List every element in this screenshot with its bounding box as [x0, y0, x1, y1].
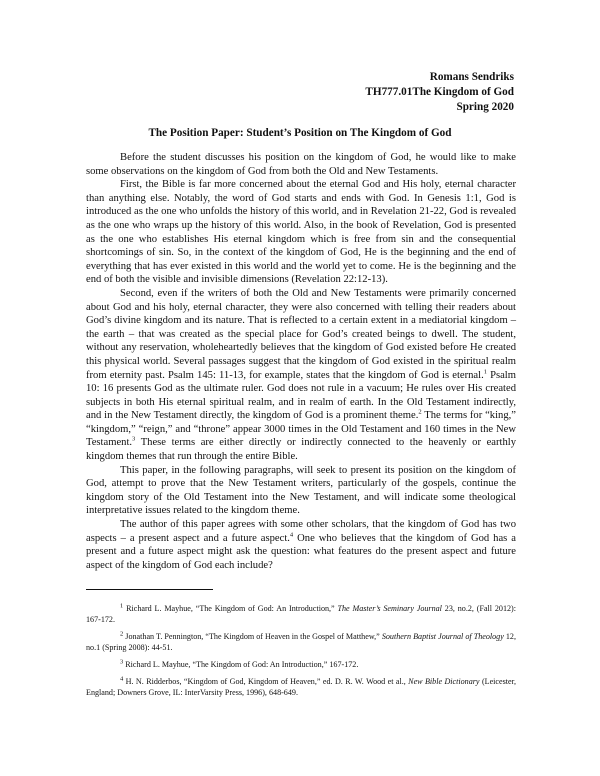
author-header [365, 70, 514, 115]
paragraph-3-part-c: The terms for “king,” “kingdom,” “reign,” and “throne” appear 3000 times in the Old Testament and 160 times in the New Testament. [86, 410, 516, 449]
footnote-4 [86, 676, 516, 698]
footnote-1-journal: The Master’s Seminary Journal [337, 604, 442, 613]
paragraph-2: First, the Bible is far more concerned about the eternal God and His holy, eternal character than anything else. Notably, the word of God starts and ends with God. In Genesis 1:1, God is introduced as the one who unfolds the history of this world, and in Revelation 21-22, God is revealed as the one who wraps up the history of this world. Also, in the book of Revelation, God is presented as the one who establishes His eternal kingdom which is free from sin and the consequential shortcomings of sin. So, in the context of the kingdom of God, He is the beginning and the end of everything that has ever existed in this world and the world yet to come. He is the beginning and the end of both the visible and invisible dimensions (Revelation 22:12-13). [86, 179, 516, 286]
paragraph-5 [86, 518, 516, 572]
footnote-2-text: Jonathan T. Pennington, “The Kingdom of Heaven in the Gospel of Matthew,” [123, 632, 382, 641]
footnote-3-mark: 3 [120, 658, 124, 666]
footnote-4-details: (Leicester, England; Downers Grove, IL: InterVarsity Press, 1996), 648-649. [86, 677, 516, 697]
paragraph-4: This paper, in the following paragraphs, will seek to present its position on the kingdom of God, attempt to prove that the New Testament writers, particularly of the gospels, continue the kingdom story of the Old Testament into the New Testament, and will indicate some theological interpretative issues related to the kingdom theme. [86, 464, 516, 517]
footnote-2 [86, 631, 516, 653]
paper-title: The Position Paper: Student’s Position on The Kingdom of God [148, 127, 452, 139]
footnote-ref-3: 3 [132, 435, 136, 443]
paragraph-1: Before the student discusses his position on the kingdom of God, he would like to make some observations on the kingdom of God from both the Old and New Testaments. [86, 152, 516, 177]
body-text [86, 151, 516, 572]
footnote-2-details: 12, no.1 (Spring 2008): 44-51. [86, 632, 517, 652]
footnote-1-text: Richard L. Mayhue, “The Kingdom of God: An Introduction,” [123, 604, 338, 613]
term: Spring 2020 [456, 101, 514, 113]
footnote-2-mark: 2 [120, 630, 124, 638]
footnote-1 [86, 603, 516, 625]
footnote-3-text: Richard L. Mayhue, “The Kingdom of God: An Introduction,” 167-172. [123, 660, 359, 669]
paragraph-3-part-b: Psalm 10: 16 presents God as the ultimate ruler. God does not rule in a vacuum; He rules over His created subjects in both His eternal spiritual realm, and in realm of earth. In the Old Testament indirectly, and in the New Testament directly, the kingdom of God is a prominent theme. [86, 369, 516, 422]
footnotes [86, 603, 516, 704]
footnote-1-mark: 1 [120, 602, 124, 610]
paragraph-5-part-b: One who believes that the kingdom of God has a present and a future aspect might ask the question: what features do the present aspect and future aspect of the kingdom of God each include? [86, 532, 516, 571]
footnote-2-journal: Southern Baptist Journal of Theology [381, 632, 504, 641]
footnote-1-details: 23, no.2, (Fall 2012): 167-172. [86, 604, 517, 624]
paragraph-5-part-a: The author of this paper agrees with some other scholars, that the kingdom of God has two aspects – a present aspect and a future aspect. [86, 519, 516, 544]
footnote-4-mark: 4 [120, 675, 124, 683]
course-code: TH777.01The Kingdom of God [365, 86, 514, 98]
footnote-ref-1: 1 [483, 367, 487, 375]
paragraph-3 [86, 287, 516, 464]
paragraph-3-part-d: These terms are either directly or indirectly connected to the heavenly or earthly kingdom themes that run through the entire Bible. [86, 437, 516, 463]
footnote-4-text: H. N. Ridderbos, “Kingdom of God, Kingdom of Heaven,” ed. D. R. W. Wood et al., [123, 677, 409, 686]
footnote-ref-2: 2 [418, 408, 422, 416]
paragraph-3-part-a: Second, even if the writers of both the Old and New Testaments were primarily concerned about God and his holy, eternal character, they were also concerned with telling their readers about God’s divine kingdom and its nature. That is reflected to a certain extent in a mediatorial kingdom – the earth – that was created as the special place for God’s created beings to dwell. The student, without any reservation, wholeheartedly believes that the kingdom of God existed before He created this physical world. Several passages suggest that the kingdom of God existed in the spiritual realm from eternity past. Psalm 145: 11-13, for example, states that the kingdom of God is eternal. [86, 287, 516, 381]
author-name: Romans Sendriks [429, 71, 514, 83]
footnote-divider [86, 589, 213, 590]
footnote-3 [86, 659, 516, 670]
footnote-4-book: New Bible Dictionary [408, 677, 480, 686]
footnote-ref-4: 4 [289, 531, 294, 539]
